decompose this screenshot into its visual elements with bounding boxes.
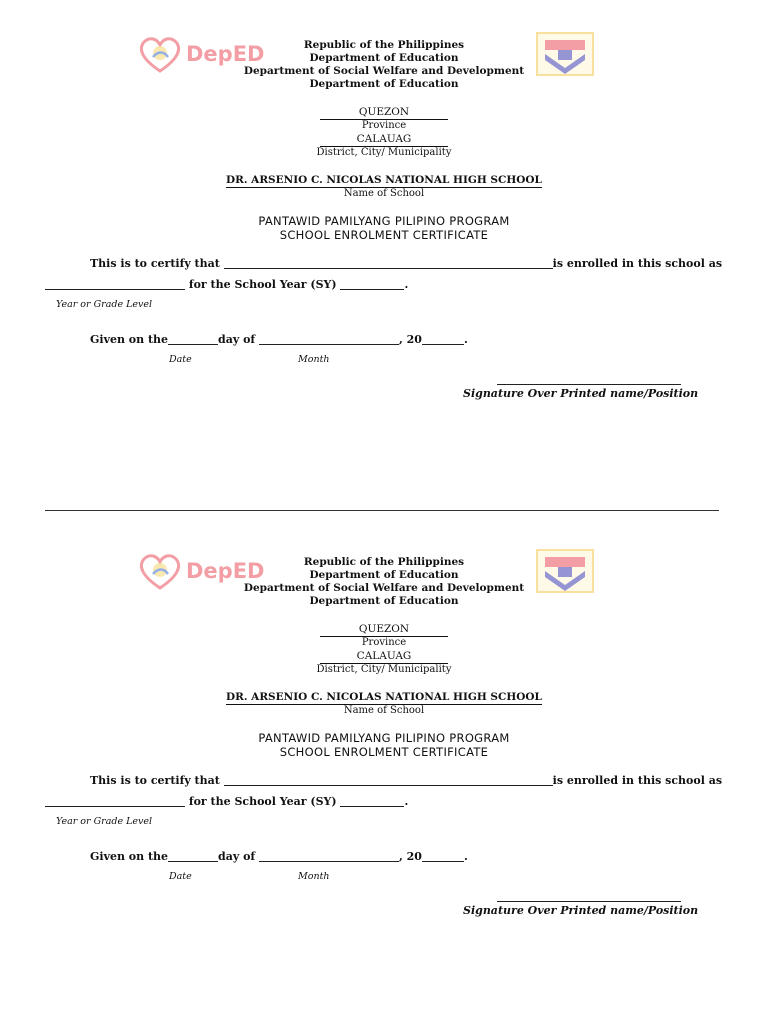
header-deped-2: Department of Education [309,595,459,607]
year-blank[interactable] [422,334,464,345]
year-blank[interactable] [422,851,464,862]
header-deped: Department of Education [309,52,459,64]
province-caption: Province [361,120,407,131]
month-caption: Month [298,871,330,882]
school-caption: Name of School [343,188,425,199]
program-title: PANTAWID PAMILYANG PILIPINO PROGRAM [258,214,510,228]
municipality-caption: District, City/ Municipality [316,147,452,158]
signature-caption: Signature Over Printed name/Position [463,387,699,400]
school-value: DR. ARSENIO C. NICOLAS NATIONAL HIGH SCHOOL [226,691,542,703]
sy-text: for the School Year (SY) [188,278,337,291]
school-year-statement [45,795,408,809]
grade-level-blank[interactable] [45,796,185,807]
municipality-value: CALAUAG [320,133,448,147]
school-year-blank[interactable] [340,279,404,290]
month-blank[interactable] [259,851,399,862]
certify-prefix: This is to certify that [90,774,220,787]
signature-line[interactable] [497,901,681,902]
year-prefix: , 20 [398,333,422,346]
province-value: QUEZON [320,106,448,120]
certify-suffix: is enrolled in this school as [552,257,723,270]
given-statement [90,850,468,864]
header-deped: Department of Education [309,569,459,581]
deped-logo-text: DepED [186,559,265,583]
header-dswd: Department of Social Welfare and Development [243,582,525,594]
student-name-blank[interactable] [224,775,553,786]
student-name-blank[interactable] [224,258,553,269]
header-dswd: Department of Social Welfare and Development [243,65,525,77]
header-republic: Republic of the Philippines [303,556,465,568]
given-statement [90,333,468,347]
year-prefix: , 20 [398,850,422,863]
certify-statement [90,774,722,788]
school-value: DR. ARSENIO C. NICOLAS NATIONAL HIGH SCHOOL [226,174,542,186]
school-field [0,174,768,188]
certify-suffix: is enrolled in this school as [552,774,723,787]
given-prefix: Given on the [90,850,169,863]
sy-period: . [404,278,409,291]
municipality-field [0,650,768,664]
province-field [0,106,768,120]
day-of-text: day of [218,333,256,346]
header-republic: Republic of the Philippines [303,39,465,51]
certificate-title: SCHOOL ENROLMENT CERTIFICATE [279,745,489,759]
given-prefix: Given on the [90,333,169,346]
municipality-field [0,133,768,147]
province-caption: Province [361,637,407,648]
certificate-title: SCHOOL ENROLMENT CERTIFICATE [279,228,489,242]
certificate-bottom [0,517,768,1017]
header-deped-2: Department of Education [309,78,459,90]
school-year-statement [45,278,408,292]
program-title: PANTAWID PAMILYANG PILIPINO PROGRAM [258,731,510,745]
given-period: . [463,850,468,863]
school-caption: Name of School [343,705,425,716]
signature-caption: Signature Over Printed name/Position [463,904,699,917]
certify-statement [90,257,722,271]
grade-level-caption: Year or Grade Level [56,299,153,310]
certify-prefix: This is to certify that [90,257,220,270]
date-caption: Date [169,871,192,882]
grade-level-caption: Year or Grade Level [56,816,153,827]
certificate-top [0,0,768,500]
sy-text: for the School Year (SY) [188,795,337,808]
month-blank[interactable] [259,334,399,345]
month-caption: Month [298,354,330,365]
day-blank[interactable] [168,851,218,862]
signature-line[interactable] [497,384,681,385]
cut-divider [45,510,719,511]
province-field [0,623,768,637]
day-of-text: day of [218,850,256,863]
grade-level-blank[interactable] [45,279,185,290]
municipality-caption: District, City/ Municipality [316,664,452,675]
province-value: QUEZON [320,623,448,637]
deped-logo-text: DepED [186,42,265,66]
school-year-blank[interactable] [340,796,404,807]
sy-period: . [404,795,409,808]
day-blank[interactable] [168,334,218,345]
date-caption: Date [169,354,192,365]
municipality-value: CALAUAG [320,650,448,664]
given-period: . [463,333,468,346]
school-field [0,691,768,705]
